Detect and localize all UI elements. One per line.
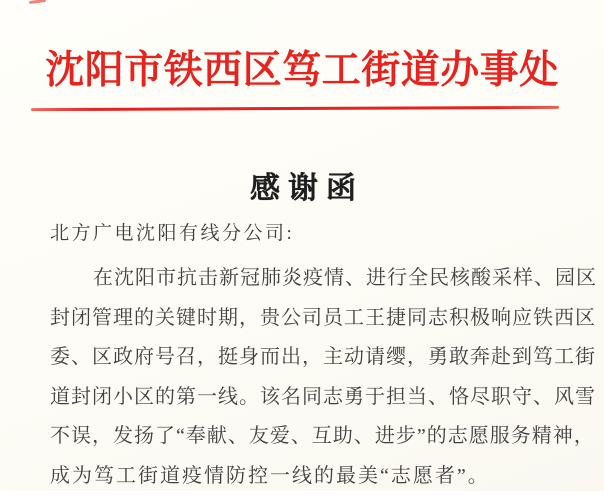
body-line: 封闭管理的关键时期，贵公司员工王捷同志积极响应铁西区 [50,299,562,339]
body-line: 委、区政府号召，挺身而出，主动请缨，勇敢奔赴到笃工街 [50,338,562,378]
red-stamp-fragment [29,0,46,4]
body-line: 在沈阳市抗击新冠肺炎疫情、进行全民核酸采样、园区 [50,259,562,299]
letterhead-title: 沈阳市铁西区笃工街道办事处 [43,46,561,96]
body-line: 成为笃工街道疫情防控一线的最美“志愿者”。 [50,457,562,496]
body-line: 不误，发扬了“奉献、友爱、互助、进步”的志愿服务精神， [50,417,562,457]
letter-body [50,259,562,496]
body-line: 道封闭小区的第一线。该名同志勇于担当、恪尽职守、风雪 [50,378,562,418]
letterhead-divider [31,106,559,111]
salutation: 北方广电沈阳有线分公司: [50,218,294,245]
letter-title: 感谢函 [47,163,567,207]
